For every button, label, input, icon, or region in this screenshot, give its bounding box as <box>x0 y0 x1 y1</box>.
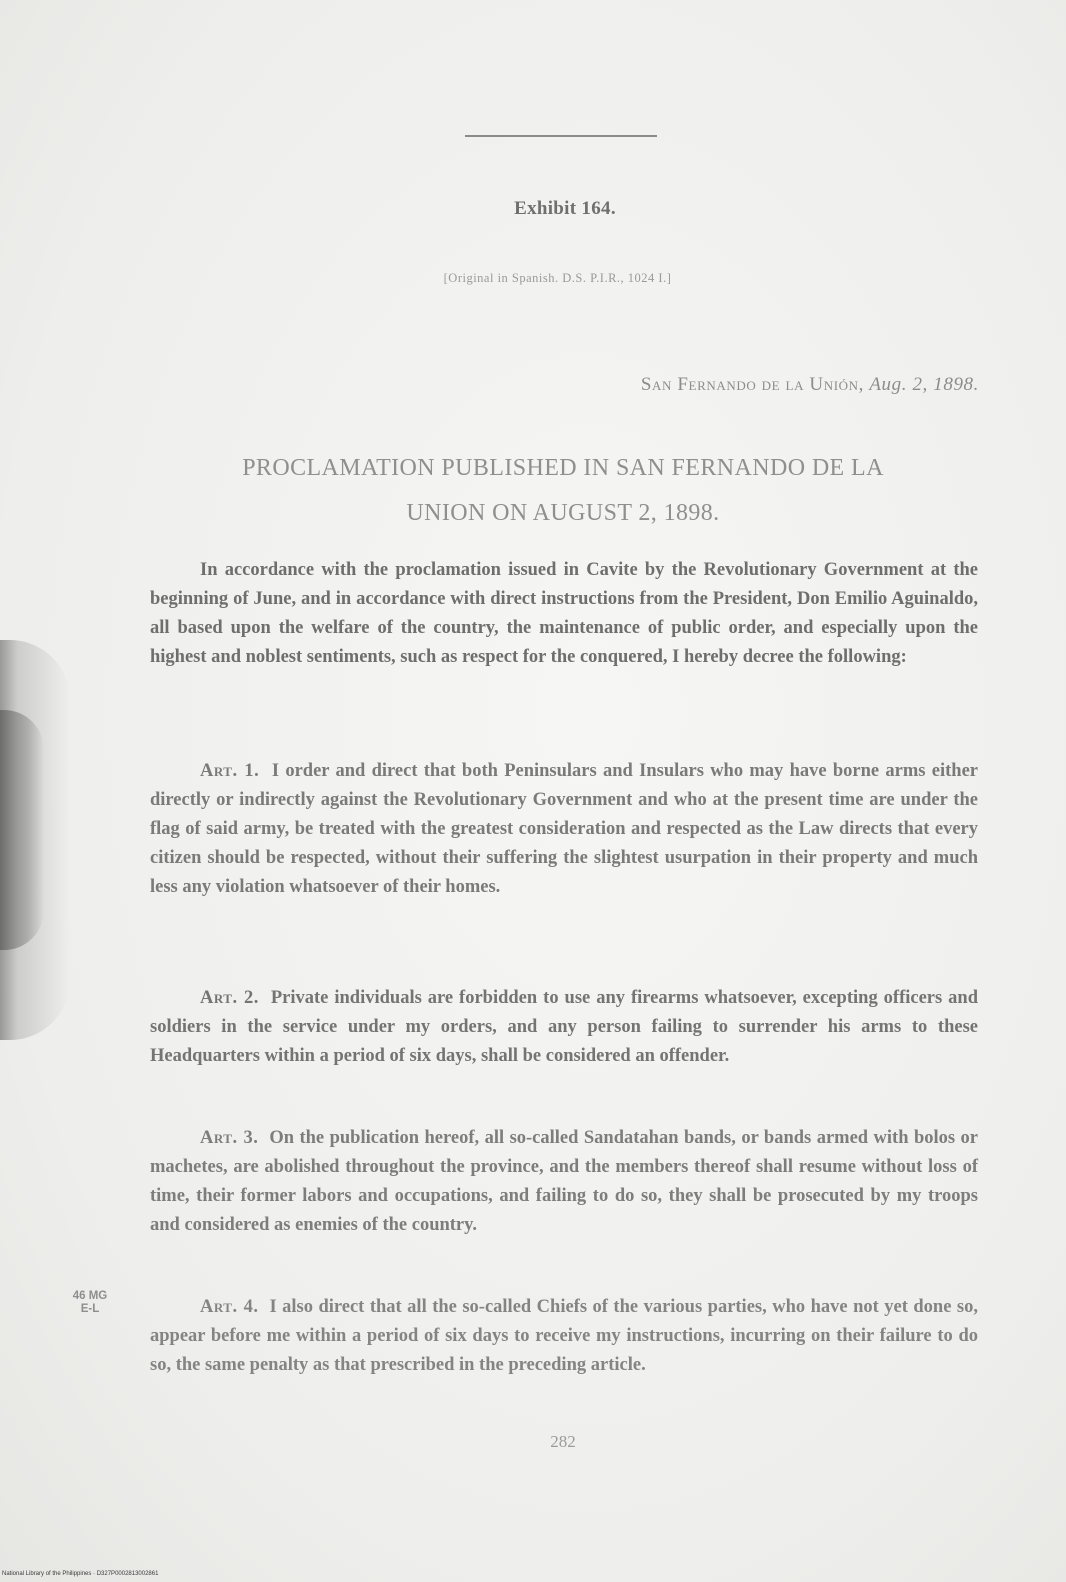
article-1-text: I order and direct that both Peninsulars and Insulars who may have borne arms either directly or indirectly against the Revolutionary Government and who at the present time are under the flag of said army, be treated with the greatest consideration and respected as the Law directs that every citizen should be respected, without their suffering the slightest usurpation in their property and much less any violation whatsoever of their homes. <box>150 761 979 897</box>
archive-footer: National Library of the Philippines · D327P0002813002861 <box>2 1571 159 1577</box>
dateline-place: San Fernando de la Unión, <box>640 374 864 395</box>
page-edge-shadow-inner <box>0 710 44 950</box>
article-2-text: Private individuals are forbidden to use any firearms whatsoever, excepting officers and soldiers in the service under my orders, and any person failing to surrender his arms to these Headquarters within a period of six days, shall be considered an offender. <box>150 988 978 1066</box>
margin-annotation-line-2: E-L <box>80 1303 100 1315</box>
intro-paragraph: In accordance with the proclamation issued in Cavite by the Revolutionary Government at the beginning of June, and in accordance with direct instructions from the President, Don Emilio Aguinaldo, all based upon the welfare of the country, the maintenance of public order, and especially upon the highest and noblest sentiments, such as respect for the conquered, I hereby decree the following: <box>150 560 978 667</box>
article-2-label: Art. 2. <box>200 988 259 1008</box>
dateline-date: Aug. 2, 1898. <box>869 374 979 395</box>
title-line-2: UNION ON AUGUST 2, 1898. <box>406 500 720 526</box>
title-line-1: PROCLAMATION PUBLISHED IN SAN FERNANDO DE LA <box>242 455 884 481</box>
margin-annotation-line-1: 46 MG <box>72 1290 108 1302</box>
original-note: [Original in Spanish. D.S. P.I.R., 1024 I.] <box>443 271 672 285</box>
article-4-label: Art. 4. <box>200 1297 259 1317</box>
article-3-label: Art. 3. <box>200 1128 259 1148</box>
margin-annotation <box>60 1290 120 1316</box>
article-1 <box>150 757 978 902</box>
dateline <box>641 374 979 396</box>
article-1-label: Art. 1. <box>200 761 260 781</box>
article-4 <box>150 1293 978 1380</box>
article-2 <box>150 984 978 1071</box>
article-4-text: I also direct that all the so-called Chiefs of the various parties, who have not yet done so, appear before me within a period of six days to receive my instructions, incurring on their failure to do so, the same penalty as that prescribed in the preceding article. <box>150 1297 978 1375</box>
page-number: 282 <box>550 1432 576 1451</box>
article-3 <box>150 1124 978 1240</box>
document-title <box>150 446 976 536</box>
exhibit-heading: Exhibit 164. <box>514 198 616 219</box>
article-3-text: On the publication hereof, all so-called Sandatahan bands, or bands armed with bolos or machetes, are abolished throughout the province, and the members thereof shall resume without loss of time, their former labors and occupations, and failing to do so, they shall be prosecuted by my troops and considered as enemies of the country. <box>150 1128 978 1235</box>
top-rule <box>465 135 657 137</box>
